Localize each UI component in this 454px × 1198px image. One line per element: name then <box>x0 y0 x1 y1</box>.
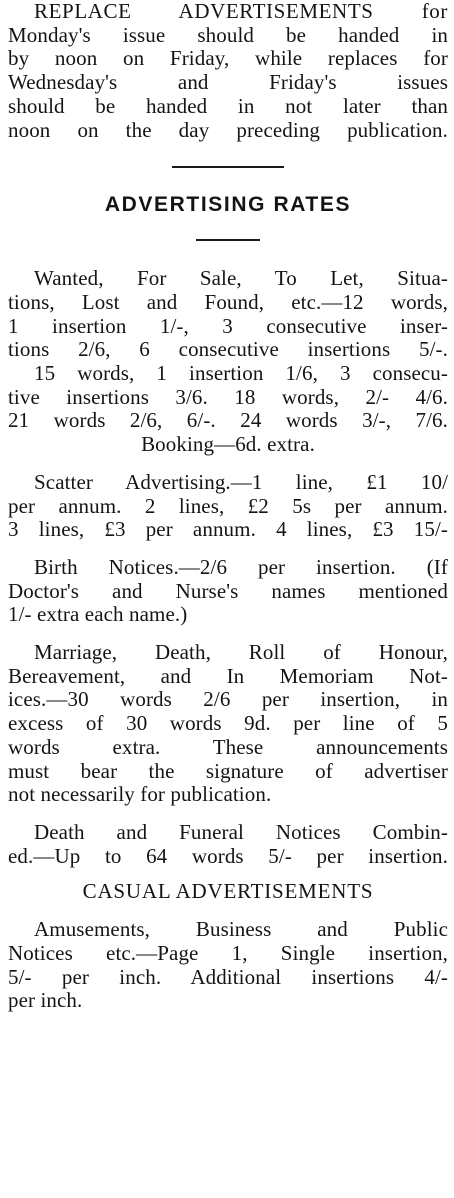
replace-notice <box>8 0 448 142</box>
rates-line: ices.—30 words 2/6 per insertion, in <box>8 687 448 712</box>
rates-line: excess of 30 words 9d. per line of 5 <box>8 711 448 736</box>
rates-line: Death and Funeral Notices Combin- <box>34 819 448 844</box>
rates-line: ed.—Up to 64 words 5/- per insertion. <box>8 843 448 868</box>
notice-line: REPLACE ADVERTISEMENTS for <box>34 0 448 23</box>
wanted-rates <box>8 267 448 457</box>
rates-line: must bear the signature of advertiser <box>8 758 448 783</box>
rates-line: 1 insertion 1/-, 3 consecutive inser- <box>8 313 448 338</box>
rates-line: Notices etc.—Page 1, Single insertion, <box>8 940 448 965</box>
birth-rates <box>8 556 448 627</box>
notice-line: by noon on Friday, while replaces for <box>8 46 448 71</box>
rates-line: tions, Lost and Found, etc.—12 words, <box>8 289 448 314</box>
rates-line: Doctor's and Nurse's names mentioned <box>8 578 448 603</box>
rates-line: Marriage, Death, Roll of Honour, <box>34 640 448 665</box>
scatter-rates <box>8 471 448 542</box>
rates-line: tive insertions 3/6. 18 words, 2/- 4/6. <box>8 384 448 409</box>
rates-line: 5/- per inch. Additional insertions 4/- <box>8 964 448 989</box>
notice-line: Monday's issue should be handed in <box>8 22 448 47</box>
marriage-rates <box>8 641 448 807</box>
booking-line: Booking—6d. extra. <box>141 432 315 457</box>
funeral-rates <box>8 821 448 868</box>
rates-line: words extra. These announcements <box>8 734 448 759</box>
rates-line: 3 lines, £3 per annum. 4 lines, £3 15/- <box>8 517 448 542</box>
notice-line: Wednesday's and Friday's issues <box>8 70 448 95</box>
rates-line: per inch. <box>8 988 83 1013</box>
rates-line: 21 words 2/6, 6/-. 24 words 3/-, 7/6. <box>8 408 448 433</box>
divider-rule <box>172 166 284 168</box>
rates-line: Scatter Advertising.—1 line, £1 10/ <box>34 469 448 494</box>
rates-line: tions 2/6, 6 consecutive insertions 5/-. <box>8 337 448 362</box>
divider-rule <box>196 239 260 241</box>
rates-line: Bereavement, and In Memoriam Not- <box>8 663 448 688</box>
rates-line: Birth Notices.—2/6 per insertion. (If <box>34 554 448 579</box>
casual-rates <box>8 918 448 1013</box>
notice-line: noon on the day preceding publication. <box>8 117 448 142</box>
casual-heading: CASUAL ADVERTISEMENTS <box>82 879 374 904</box>
section-heading: ADVERTISING RATES <box>104 193 352 217</box>
rates-line: per annum. 2 lines, £2 5s per annum. <box>8 493 448 518</box>
rates-line: Wanted, For Sale, To Let, Situa- <box>34 266 448 291</box>
rates-line: not necessarily for publication. <box>8 782 272 807</box>
rates-line: 15 words, 1 insertion 1/6, 3 consecu- <box>34 361 448 386</box>
rates-line: 1/- extra each name.) <box>8 602 188 627</box>
rates-line: Amusements, Business and Public <box>34 917 448 942</box>
notice-line: should be handed in not later than <box>8 93 448 118</box>
